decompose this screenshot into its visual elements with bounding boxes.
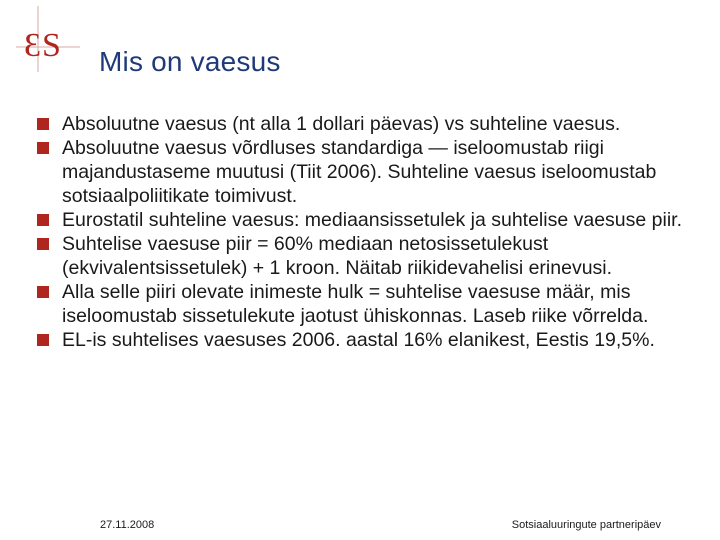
square-bullet-icon <box>37 214 49 226</box>
bullet-item <box>36 280 702 328</box>
square-bullet-icon <box>37 334 49 346</box>
bullet-item <box>36 112 702 136</box>
footer-date: 27.11.2008 <box>100 519 155 531</box>
bullet-text: Eurostatil suhteline vaesus: mediaansissetulek ja suhtelise vaesuse piir. <box>62 209 683 231</box>
bullet-item <box>36 136 702 208</box>
square-bullet-icon <box>37 286 49 298</box>
bullet-text: Alla selle piiri olevate inimeste hulk = suhtelise vaesuse määr, mis iseloomustab sissetulekute jaotust ühiskonnas. Laseb riike võrrelda. <box>62 281 649 327</box>
logo-text: ƐS <box>24 27 62 64</box>
bullet-text: Absoluutne vaesus (nt alla 1 dollari päevas) vs suhteline vaesus. <box>62 113 621 135</box>
square-bullet-icon <box>37 238 49 250</box>
bullet-item <box>36 328 702 352</box>
footer-organization: Sotsiaaluuringute partneripäev <box>511 519 661 531</box>
es-monogram-logo <box>8 4 88 84</box>
square-bullet-icon <box>37 118 49 130</box>
bullet-text: Absoluutne vaesus võrdluses standardiga — iseloomustab riigi majandustaseme muutusi (Tiit 2006). Suhteline vaesus iseloomustab sotsiaalpoliitikate toimivust. <box>62 137 657 207</box>
bullet-text: EL-is suhtelises vaesuses 2006. aastal 16% elanikest, Eestis 19,5%. <box>62 329 655 351</box>
bullet-text: Suhtelise vaesuse piir = 60% mediaan netosissetulekust (ekvivalentsissetulek) + 1 kroon. Näitab riikidevahelisi erinevusi. <box>62 233 613 279</box>
bullet-list <box>36 112 702 352</box>
bullet-item <box>36 232 702 280</box>
bullet-item <box>36 208 702 232</box>
page-title: Mis on vaesus <box>99 46 281 77</box>
square-bullet-icon <box>37 142 49 154</box>
